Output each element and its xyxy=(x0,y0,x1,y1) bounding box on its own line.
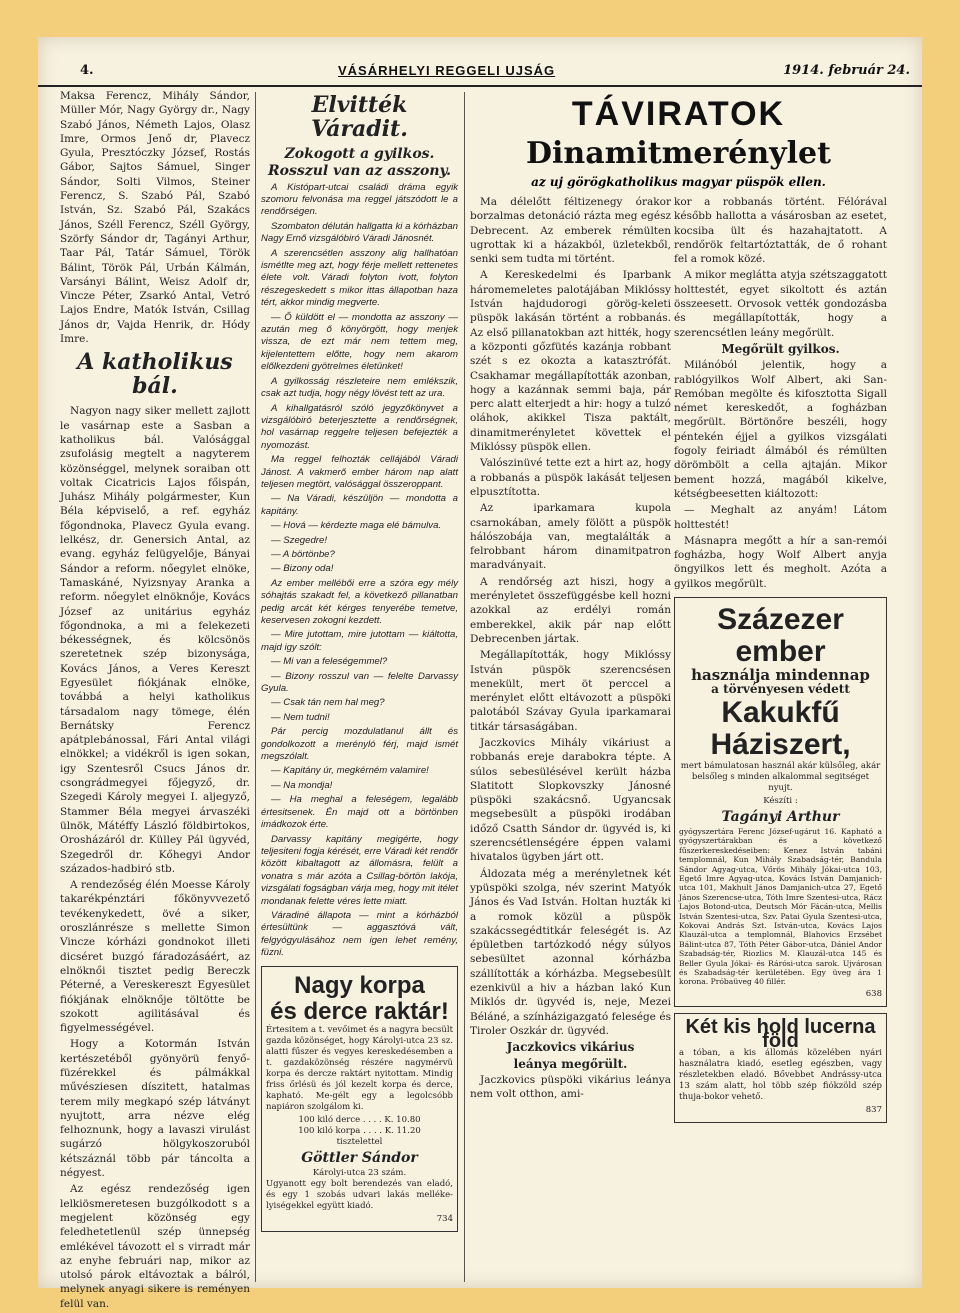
paragraph: — Na mondja! xyxy=(271,779,333,791)
ad-title: Százezer ember xyxy=(717,603,844,669)
newspaper-page xyxy=(38,37,922,1310)
subheading: Zokogott a gyilkos. xyxy=(284,146,435,162)
paragraph: — Ha meghal a feleségem, legalább értesitsenek. Én majd ott a börtönben imádkozok érte. xyxy=(261,794,458,831)
paragraph: — Bizony oda! xyxy=(271,563,334,575)
paragraph: Áldozata még a merényletnek két ypüspöki szolga, név szerint Matyók János és Vad István. Holtan huzták ki a romok közül a püspök szakácssegédtitkár feleségét is. Az épületben tartózkodó négy súlyos sebesültet azonnal kórházba szállították a kórházba. Megsebesült ezenkivül a hiv a házban lakó Kun Miklós dr. ügyvéd is, neje, Mezei Béláné, a színházigazgató felesége és Tiroler Oszkár dr. ügyvéd. xyxy=(470,867,671,1037)
paragraph: Pár percig mozdulatlanul állt és gondolkozott a merényló férj, majd ismét megszólalt. xyxy=(261,726,458,763)
paragraph: Valószinüvé tette ezt a hirt az, hogy a robbanás a püspök lakását teljesen elpusztította. xyxy=(470,457,671,498)
subheading: leánya megőrült. xyxy=(513,1056,628,1071)
ad-title: Nagy korpa xyxy=(294,971,425,999)
ad-subtitle: használja mindennap xyxy=(691,666,870,685)
paragraph: Ma délelőtt féltizenegy órakor borzalmas detonáció rázta meg egész Debrecent. Az emberek rémülten ugrottak ki a házakból, üzletekből, senki sem tudta mi történt. xyxy=(470,196,671,266)
paragraph: A kihallgatásról szóló jegyzőkönyvet a vizsgálóbiró beterjesztette a rendőrségnek, hol vasárnap reggelre teljesen befejezték a nyomozást. xyxy=(261,402,458,451)
ad-text: Értesitem a t. vevőimet és a nagyra becsült gazda közönséget, hogy Károlyi-utca 23 sz. alatti fűszer és vegyes kereskedésemben a t. gazdaközönség részére nagymérvü korpa és dercze raktárt nyitottam. Mindig friss őrlésü és jól kezelt korpa és derce, kapható. Me-gélt egy a legolcsóbb napiáron szolgálom ki. xyxy=(266,1024,453,1112)
ad-text: gyógyszertára Ferenc József-ugárut 16. Kapható a gyógyszertárakban és a következő fűszerkereskedéseiben: Kenez István tabáni templomnál, Kun Mihály Szabadság-tér, Bandula Sándor Agyag-utca, Vőrös Mihály Jókai-utca 103, Egető Imre Agyag-utca, Kovács István Damjanich-utca 101, Makhult János Damjanich-utca 27, Egető János Szerencse-utca, Tóth Imre Szentesi-utca, Rácz Lajos Botond-utca, Deutsch Mór Fácán-utca, Mellis István Szentesi-utca, Szv. Patai Gyula Szentesi-utca, Kokovai András Szt. István-utca, Kovács Lajos Klauzál-utca a templomnál, Blahovics Erzsébet Bálint-utca 87, Tóth Péter Gábor-utca, Dániel Andor Szabadság-tér, Riozlics M. Klauzál-utca 145 és Beller Gyula Jókai- és Rárósi-utca sarok. Ujvárosan és Szabadság-tér kerületében. Egy üveg ára 1 korona. Próbaüveg 40 fillér. xyxy=(679,826,882,987)
ad-text: a tóban, a kis állomás közelében nyári használatra kiadó, esetleg egészben, vagy részletekben eladó. Bővebbet Andrássy-utca 13 szám alatt, hol több szép fiókzöld szép thuja-bokor vehető. xyxy=(679,1048,882,1103)
ad-respect: tisztelettel xyxy=(336,1136,383,1147)
paragraph: — Szegedre! xyxy=(271,534,327,546)
paragraph: A rendezőség élén Moesse Károly takarékpénztári főkönyvvezető tevékenykedett, övé a siker, oroszlánrésze s mellette Simon Vincze kórházi gondnokot illeti dicséret buzgó fáradozásáért, az elnöknői tisztet pedig Bereczk Péterné, a Vereskereszt Egyesület fiókjának elnöknője töltötte be szokott agilitásával és figyelmességével. xyxy=(60,879,250,1035)
issue-date: 1914. február 24. xyxy=(783,63,910,78)
paragraph: Darvassy kapitány megigérte, hogy teljesiteni fogja kérését, erre Váradi két rendőr között kibaltagott az állomásra, felült a vonatra s már azóta a Csillag-börtön lakója, vizsgálati fogságban várja meg, hogy mit itélet mondanak felette véres lette miatt. xyxy=(261,833,458,907)
paragraph: — Kapitány úr, megkérném valamire! xyxy=(271,765,429,777)
ad-product: Kakukfű Háziszert, xyxy=(710,695,851,761)
paragraph: Az ember mellébői erre a szóra egy mély sóhajtás szakadt fel, a következő pillanatban pedig arcát két kérges tenyerébe temetve, keservesen zokogni kezdett. xyxy=(261,577,458,626)
paragraph: kor a robbanás történt. Félórával később hallotta a vásárosban az esetet, kocsiba ült és hazahajtatott. A rendőrök feltartóztatták, de ő rohant fel a romok közé. xyxy=(674,196,887,266)
page-header xyxy=(38,59,922,87)
paragraph: Ma reggel felhozták cellájából Váradi Jánost. A vakmerő ember három nap alatt teljesen megtört, valósággal összeroppant. xyxy=(261,454,458,490)
telegrams-header xyxy=(470,95,887,189)
paragraph: — Csak tán nem hal meg? xyxy=(271,697,385,709)
paragraph: — Ő küldött el — mondotta az asszony — azután meg ő könyörgött, hogy menjek vissza, de ezt már nem tettem meg, kijelentettem előtte, hogy nem akarom előlkezdeni gyötrelmes életünket! xyxy=(261,311,458,373)
article-title: Dinamitmerénylet xyxy=(526,136,831,171)
newspaper-title: VÁSÁRHELYI REGGELI UJSÁG xyxy=(338,63,556,78)
paragraph: A mikor meglátta atyja szétszaggatott holttestét, egyet sikoltott és aztán összeesett. Orvosok vették gondozásba és megállapították, hogy a szerencsétlen leány megőrült. xyxy=(674,269,887,339)
paragraph: — Mi van a feleségemmel? xyxy=(271,656,388,668)
ad-subtitle: a törvényesen védett xyxy=(711,682,850,697)
column-3 xyxy=(470,195,671,1103)
ad-text: mert bámulatosan használ akár külsőleg, akár belsőleg s minden alkalommal segitséget nyujt. xyxy=(680,760,881,793)
column-4 xyxy=(674,195,887,1123)
paragraph: — Nem tudni! xyxy=(271,711,330,723)
subheading: Rosszul van az asszony. xyxy=(268,163,451,180)
column-rule xyxy=(255,92,256,1282)
ad-address: Károlyi-utca 23 szám. xyxy=(312,1167,407,1178)
ad-title: Két kis hold lucerna föld xyxy=(685,1015,876,1053)
paragraph: A gyilkosság részleteire nem emlékszik, csak azt tudja, hogy négy lövést tett az ura. xyxy=(261,375,458,400)
paragraph: — Mire jutottam, mire jutottam — kiáltotta, majd igy szólt: xyxy=(261,629,458,653)
paragraph: Milánóból jelentik, hogy a rablógyilkos Wolf Albert, aki San-Remóban megölte és kifosztotta Sigall német kereskedőt, a fogházban megőrült. Börtönőre beszéli, hogy péntekén éjjel a gyilkos vizsgálati fogoly feiriadt álmából és rémülten dörömbölt a cella ajtaján. Mikor bement hozzá, magából kikelve, kétségbeesetten kiáltozott: xyxy=(674,359,887,500)
ad-number: 837 xyxy=(865,1105,882,1116)
paragraph: — Na Váradi, készüljön — mondotta a kapitány. xyxy=(261,493,458,517)
paragraph: A szerencsétlen asszony alig hallhatóan ismétlte meg azt, hogy férje mellett rettenetes élete volt. Váradi folyton ivott, folyton részegeskedett s mikor ittas állapotban haza tért, akkor mindig megverte. xyxy=(261,247,458,309)
advertisement-lucerna xyxy=(674,1013,887,1124)
ad-label: Készíti : xyxy=(763,795,798,806)
paragraph: — Bizony rosszul van — felelte Darvassy Gyula. xyxy=(261,670,458,695)
ad-title: és derce raktár! xyxy=(270,997,449,1025)
paragraph: A rendőrség azt hiszi, hogy a merényletet összefüggésbe kell hozni azokkal az erdélyi román emberekkel, akik pár nap előtt Debrecenben jártak. xyxy=(470,575,671,645)
ad-number: 734 xyxy=(436,1213,453,1224)
ad-text: Ugyanott egy bolt berendezés van eladó, és egy 1 szobás udvari lakás melléke-lyiségekkel együtt kiadó. xyxy=(266,1178,453,1211)
article-heading-catholic-ball: A katholikus bál. xyxy=(77,349,233,400)
names-list: Maksa Ferencz, Mihály Sándor, Müller Mór, Nagy György dr., Nagy Szabó János, Németh Lajos, Olasz Imre, Ormos Jenő dr, Plavecz Gyula, Presztóczky József, Rostás Gábor, Sajtos Sámuel, Singer Sándor, Solti Vilmos, Steiner Ferencz, S. Szabó Pál, Szabó István, Sz. Szabó Pál, Szakács János, Széll Ferencz, Széll György, Szörfy Sándor dr, Tagányi Arthur, Taar Pál, Tatár Sámuel, Török Bálint, Török Pál, Urbán Kálmán, Varsányi Bálint, Weisz Adolf dr, Vincze Péter, Zsarkó Antal, Vetró Lajos Endre, Matók István, Csillag János dr, Vajda Henrik, dr. Hódy Imre. xyxy=(60,90,250,346)
paragraph: — A börtönbe? xyxy=(271,548,335,560)
column-rule xyxy=(464,92,465,1282)
article-heading-varadi: Elvitték Váradit. xyxy=(311,92,408,142)
paragraph: Jaczkovics püspöki vikárius leánya nem volt otthon, ami- xyxy=(470,1073,671,1101)
advertisement-korpa xyxy=(261,966,458,1232)
page-number: 4. xyxy=(80,63,94,78)
article-heading: Megőrült gyilkos. xyxy=(721,341,840,356)
paragraph: A Kereskedelmi és Iparbank háromemeletes palotájában Miklóssy István hajdudorogi görög-keleti püspök lakásán történt a robbanás. Az első pillanatokban azt hitték, hogy a központi gőzfütés kazánja robbant szét s ez okozta a katasztrófát. Csakhamar megállapították azonban, hogy a kazánnak semmi baja, pár perc alatt elterjedt a hir: hogy a tulzó oláhok, akikkel Tisza paktált, dinamitmerényletet követtek el Miklóssy püspök ellen. xyxy=(470,269,671,454)
subheading: Jaczkovics vikárius xyxy=(506,1040,635,1055)
ad-price: 100 kiló korpa . . . . K. 11.20 xyxy=(298,1125,421,1136)
advertisement-kakukfu xyxy=(674,597,887,1007)
paragraph: — Hová — kérdezte maga elé bámulva. xyxy=(271,520,442,532)
paragraph: Váradiné állapota — mint a kórházból értesültünk — aggasztóvá vált, felgyógyulásához nem igen lehet remény, füzni. xyxy=(261,909,458,959)
column-2 xyxy=(261,89,458,1232)
ad-number: 638 xyxy=(865,988,882,999)
paragraph: Másnapra megőtt a hír a san-remói fogházba, hogy Wolf Albert anyja öngyilkos lett és megholt. Azóta a gyilkos megőrült. xyxy=(674,534,887,590)
paragraph: — Meghalt az anyám! Látom holttestét! xyxy=(674,504,887,531)
ad-maker: Tagányi Arthur xyxy=(721,808,840,825)
paragraph: Az iparkamara kupola csarnokában, amely fölött a püspök hálószobája van, megtalálták a felrobbant három dinamitpatron maradványait. xyxy=(470,502,671,572)
ad-owner: Göttler Sándor xyxy=(301,1149,418,1166)
article-kicker: az uj görögkatholikus magyar püspök ellen. xyxy=(531,175,826,189)
paragraph: Az egész rendezőség igen lelkiösmeretesen buzgólkodott s a megjelent közönség egy feledhetetlenül szép ünnepség emlékével távozott el s virradt már az enyhe februári nap, mikor az utolsó párok eltávoztak a bálról, melynek anyagi sikere is reményen felül van. xyxy=(60,1183,250,1310)
paragraph: Jaczkovics Mihály vikáriust a robbanás ereje darabokra tépte. A súlos sebesülésével került házba Slatitott Slopkovszky Jánosné püspöki szakácsnő. Ugyancsak megsebesült a püspöki irodában időző Csatth Sándor dr. ügyvéd is, ki szerencsétlenségére éppen valami hivatalos ügyben járt ott. xyxy=(470,736,671,864)
section-title: TÁVIRATOK xyxy=(571,95,786,133)
paragraph: Megállapították, hogy Miklóssy István püspök szerencsésen menekült, mert öt perccel a merénylet előtt eltávozott a püspöki palotából Szávay Gyula iparkamarai titkár társaságában. xyxy=(470,649,671,733)
paragraph: Hogy a Kotormán István kertészetéből gyönyörü fenyő-füzérekkel és pálmákkal művésziesen díszitett, hatalmas terem mily megkapó szép látványt nyujtott, arra nézve elég felhoznunk, hogy a lavaszi virulást sugárzó hölgykoszoruból kétszáznál több pár táncolta a négyest. xyxy=(60,1038,250,1180)
paragraph: Nagyon nagy siker mellett zajlott le vasárnap este a Sasban a katholikus bál. Valósággal zsufolásig megtelt a nagyterem közönséggel, melynek soraiban ott voltak Cicatricis Lajos főispán, Juhász Mihály polgármester, Kun Béla képviselő, a ref. egyház főgondnoka, Plavecz Gyula evang. lelkész, dr. Genersich Antal, az evang. egyház felügyelője, Bányai Sándor a reform. nőegylet elnöke, Tamaskáné, Nyizsnyay Aranka a reform. nőegylet elnöknője, Kovács József az unitárius egyház főgondnoka, a mi a felekezeti békességnek, és kölcsönös szeretetnek szép bizonysága, Kovács János, a Veres Kereszt Egyesület fiókjának elnöke, továbbá a helyi katholikus társadalom nagy tömege, élén Bernátsky Ferencz apátplebánossal, Fári Antal világi elnökkel; a vidékről is igen sokan, igy Szentesről Csucs János dr. csongrádmegyei főjegyző, dr. Szegedi Károly megyei I. aljegyző, Stammer Béla megyei árvaszéki ülnök, Mátéffy László földbirtokos, Orosházáról dr. Külley Pál ügyvéd, Szegedről dr. Kőhegyi Andor százados-hadbiró stb. xyxy=(60,405,250,875)
paragraph: Szombaton délután hallgatta ki a kórházban Nagy Ernő vizsgálóbiró Váradi Jánosnét. xyxy=(261,220,458,245)
column-1 xyxy=(60,89,250,1313)
paragraph: A Kistópart-utcai családi dráma egyik szomoru felvonása ma reggel játszódott le a rendőrségen. xyxy=(261,181,458,218)
ad-price: 100 kiló derce . . . . K. 10.80 xyxy=(298,1114,421,1125)
